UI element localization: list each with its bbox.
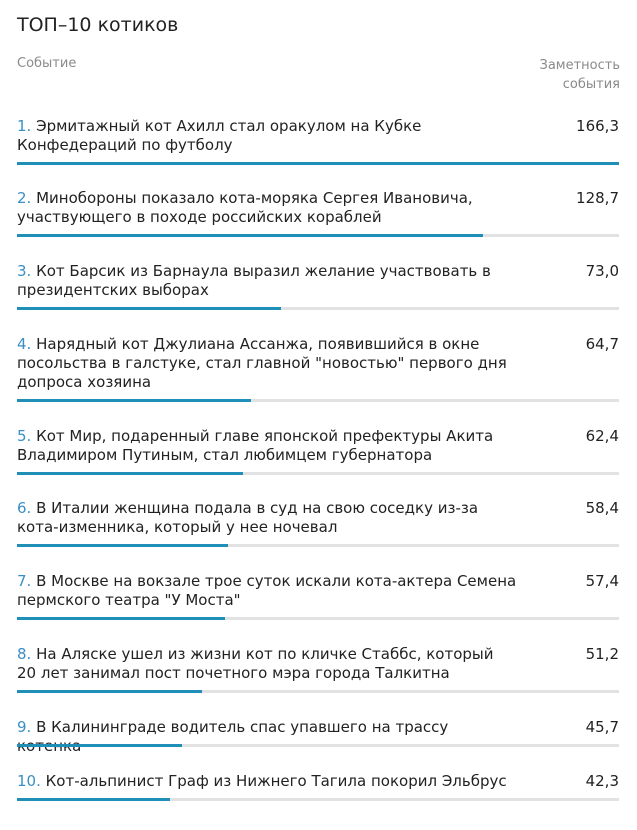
bar-track bbox=[17, 399, 619, 402]
row-label-text: В Италии женщина подала в суд на свою соседку из-за кота-изменника, который у нее ночевал bbox=[17, 499, 479, 536]
row-label bbox=[17, 645, 517, 683]
column-header-value: Заметность события bbox=[539, 58, 620, 92]
bar-track bbox=[17, 544, 619, 547]
row-value-label: 64,7 bbox=[585, 335, 619, 353]
bar bbox=[17, 234, 483, 237]
row-value-label: 57,4 bbox=[585, 572, 619, 590]
bar bbox=[17, 544, 228, 547]
bar bbox=[17, 617, 225, 620]
bar-track bbox=[17, 307, 619, 310]
row-label bbox=[17, 117, 517, 155]
bar bbox=[17, 307, 281, 310]
bar bbox=[17, 162, 619, 165]
row-label-text: Эрмитажный кот Ахилл стал оракулом на Кубке Конфедераций по футболу bbox=[17, 117, 422, 154]
bar bbox=[17, 798, 170, 801]
bar-track bbox=[17, 798, 619, 801]
row-rank: 5. bbox=[17, 427, 32, 445]
bar-track bbox=[17, 162, 619, 165]
chart-title: ТОП–10 котиков bbox=[17, 14, 179, 36]
row-label bbox=[17, 499, 517, 537]
row-label bbox=[17, 189, 517, 227]
bar bbox=[17, 399, 251, 402]
row-rank: 8. bbox=[17, 645, 32, 663]
row-value-label: 62,4 bbox=[585, 427, 619, 445]
bar-track bbox=[17, 690, 619, 693]
row-label bbox=[17, 335, 517, 392]
row-label-text: Нарядный кот Джулиана Ассанжа, появившийся в окне посольства в галстуке, стал главной "новостью" первого дня допроса хозяина bbox=[17, 335, 507, 391]
row-rank: 6. bbox=[17, 499, 32, 517]
row-rank: 10. bbox=[17, 772, 41, 790]
row-label bbox=[17, 772, 517, 791]
row-rank: 7. bbox=[17, 572, 32, 590]
row-label-text: Кот Мир, подаренный главе японской префектуры Акита Владимиром Путиным, стал любимцем губернатора bbox=[17, 427, 494, 464]
bar bbox=[17, 690, 202, 693]
row-label bbox=[17, 572, 517, 610]
row-label-text: Кот Барсик из Барнаула выразил желание участвовать в президентских выборах bbox=[17, 262, 491, 299]
row-value-label: 42,3 bbox=[585, 772, 619, 790]
row-value-label: 58,4 bbox=[585, 499, 619, 517]
bar bbox=[17, 472, 243, 475]
bar-track bbox=[17, 234, 619, 237]
row-label bbox=[17, 262, 517, 300]
row-label bbox=[17, 427, 517, 465]
row-value-label: 51,2 bbox=[585, 645, 619, 663]
row-value-label: 45,7 bbox=[585, 718, 619, 736]
row-value-label: 128,7 bbox=[576, 189, 619, 207]
bar-track bbox=[17, 744, 619, 747]
row-value-label: 166,3 bbox=[576, 117, 619, 135]
row-rank: 3. bbox=[17, 262, 32, 280]
bar bbox=[17, 744, 182, 747]
bar-track bbox=[17, 472, 619, 475]
row-label-text: В Москве на вокзале трое суток искали кота-актера Семена пермского театра "У Моста" bbox=[17, 572, 517, 609]
row-rank: 2. bbox=[17, 189, 32, 207]
row-rank: 4. bbox=[17, 335, 32, 353]
row-label bbox=[17, 718, 517, 756]
row-label-text: Минобороны показало кота-моряка Сергея Ивановича, участвующего в походе российских кораблей bbox=[17, 189, 473, 226]
row-rank: 1. bbox=[17, 117, 32, 135]
row-label-text: На Аляске ушел из жизни кот по кличке Стаббс, который 20 лет занимал пост почетного мэра города Талкитна bbox=[17, 645, 494, 682]
column-header-event: Событие bbox=[17, 56, 77, 71]
bar-track bbox=[17, 617, 619, 620]
row-label-text: Кот-альпинист Граф из Нижнего Тагила покорил Эльбрус bbox=[45, 772, 507, 790]
row-rank: 9. bbox=[17, 718, 32, 736]
row-value-label: 73,0 bbox=[585, 262, 619, 280]
row-label-text: В Калининграде водитель спас упавшего на трассу bbox=[36, 718, 449, 736]
